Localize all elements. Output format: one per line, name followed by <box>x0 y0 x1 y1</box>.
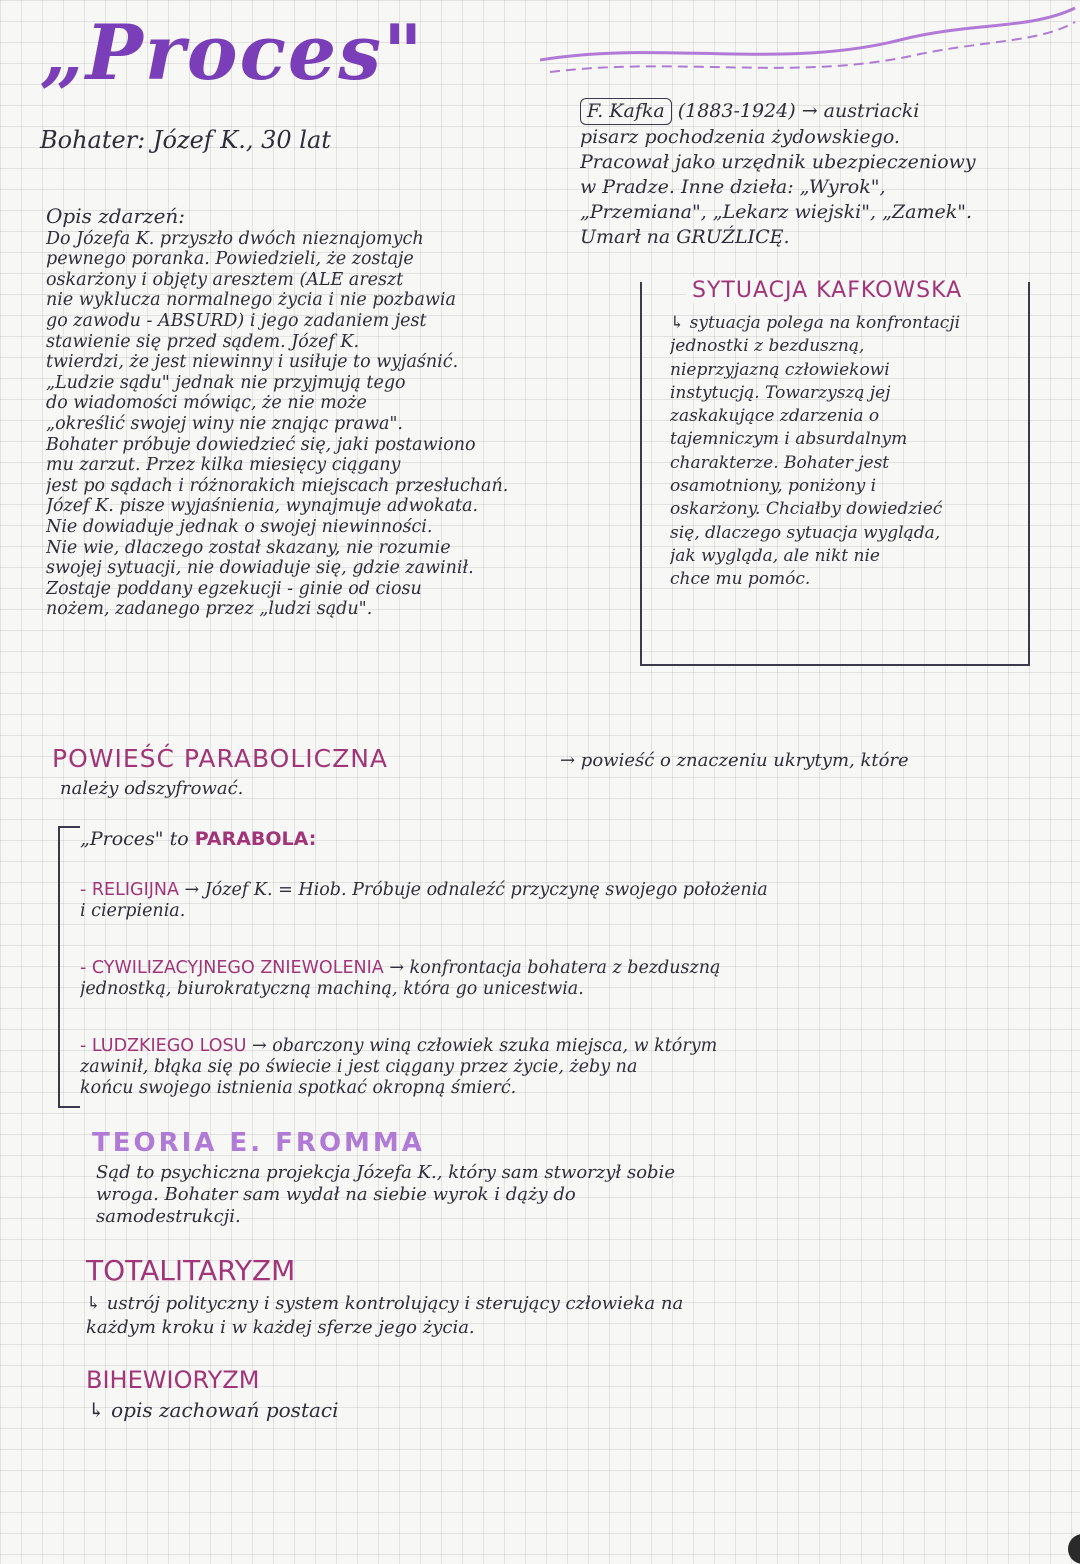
events-line: oskarżony i objęty aresztem (ALE areszt <box>46 269 404 290</box>
events-line: „Ludzie sądu" jednak nie przyjmują tego <box>46 372 406 393</box>
parabola-item-religious <box>80 880 1040 922</box>
situation-line: się, dlaczego sytuacja wygląda, <box>670 522 941 543</box>
page-title <box>40 8 425 97</box>
author-line: w Pradze. Inne dzieła: „Wyrok", <box>580 176 886 198</box>
author-line <box>580 98 1020 125</box>
parabola-item-line: zawinił, błąka się po świecie i jest ciągany przez życie, żeby na <box>80 1057 638 1077</box>
title-text: Proces <box>85 8 384 97</box>
events-line: Do Józefa K. przyszło dwóch nieznajomych <box>46 228 424 249</box>
author-line: pisarz pochodzenia żydowskiego. <box>580 126 900 148</box>
situation-line: jednostki z bezduszną, <box>670 336 865 357</box>
events-line: Zostaje poddany egzekucji - ginie od ciosu <box>46 578 422 599</box>
events-line: Józef K. pisze wyjaśnienia, wynajmuje adwokata. <box>46 496 479 517</box>
parabola-item-line <box>80 1036 1040 1057</box>
hero-info: Bohater: Józef K., 30 lat <box>40 126 331 154</box>
parabola-item-label: - LUDZKIEGO LOSU <box>80 1036 247 1056</box>
situation-line: tajemniczym i absurdalnym <box>670 429 908 450</box>
parabola-item-label: - CYWILIZACYJNEGO ZNIEWOLENIA <box>80 958 384 978</box>
totalitarism-line: każdym kroku i w każdej sferze jego życia. <box>86 1317 475 1338</box>
title-swirl-decoration <box>540 0 1080 110</box>
fromm-line: Sąd to psychiczna projekcja Józefa K., który sam stworzył sobie <box>96 1162 675 1183</box>
situation-line: nieprzyjazną człowiekowi <box>670 359 890 380</box>
parabola-label: PARABOLA: <box>194 828 317 850</box>
events-line: mu zarzut. Przez kilka miesięcy ciągany <box>46 455 401 476</box>
totalitarism-line: ↳ ustrój polityczny i system kontrolujący i sterujący człowieka na <box>86 1293 684 1314</box>
parabolic-novel-definition-cont: należy odszyfrować. <box>60 778 244 799</box>
situation-line: instytucją. Towarzyszą jej <box>670 382 891 403</box>
events-heading: Opis zdarzeń: <box>46 204 186 228</box>
situation-heading: SYTUACJA KAFKOWSKA <box>686 278 968 303</box>
behaviorism-text: ↳ opis zachowań postaci <box>88 1398 339 1422</box>
parabola-bracket <box>58 826 80 1108</box>
fromm-theory-heading: TEORIA E. FROMMA <box>92 1128 425 1158</box>
situation-line: ↳ sytuacja polega na konfrontacji <box>670 313 961 333</box>
parabola-item-label: - RELIGIJNA <box>80 880 179 900</box>
parabola-item-line <box>80 880 1040 901</box>
situation-line: chce mu pomóc. <box>670 569 811 590</box>
events-line: go zawodu - ABSURD) i jego zadaniem jest <box>46 310 427 331</box>
events-line: Nie dowiaduje jednak o swojej niewinności. <box>46 516 433 537</box>
events-line: swojej sytuacji, nie dowiaduje się, gdzie zawinił. <box>46 558 474 579</box>
author-line: Pracował jako urzędnik ubezpieczeniowy <box>580 151 976 173</box>
situation-line: osamotniony, poniżony i <box>670 476 877 497</box>
fromm-line: samodestrukcji. <box>96 1206 241 1227</box>
events-section <box>46 206 646 620</box>
fromm-line: wroga. Bohater sam wydał na siebie wyrok i dąży do <box>96 1184 576 1205</box>
author-info <box>580 98 1020 250</box>
events-line: nożem, zadanego przez „ludzi sądu". <box>46 599 373 620</box>
parabola-item-text: → konfrontacja bohatera z bezduszną <box>389 958 721 978</box>
situation-line: oskarżony. Chciałby dowiedzieć <box>670 499 943 520</box>
events-line: stawienie się przed sądem. Józef K. <box>46 331 360 352</box>
events-line: jest po sądach i różnorakich miejscach przesłuchań. <box>46 475 509 496</box>
parabola-item-text: → obarczony winą człowiek szuka miejsca, w którym <box>252 1036 718 1056</box>
parabola-item-line <box>80 958 1040 979</box>
parabola-item-line: jednostką, biurokratyczną machiną, która go unicestwia. <box>80 979 584 999</box>
events-line: Bohater próbuje dowiedzieć się, jaki postawiono <box>46 434 476 455</box>
totalitarism-text <box>86 1292 1046 1340</box>
parabola-item-human-fate <box>80 1036 1040 1099</box>
situation-text <box>670 312 1030 592</box>
events-line: do wiadomości mówiąc, że nie może <box>46 393 367 414</box>
author-line: „Przemiana", „Lekarz wiejski", „Zamek". <box>580 201 973 223</box>
parabolic-novel-definition: → powieść o znaczeniu ukrytym, które <box>560 750 909 771</box>
events-line: twierdzi, że jest niewinny i usiłuje to wyjaśnić. <box>46 352 459 373</box>
author-line: Umarł na GRUŹLICĘ. <box>580 226 790 248</box>
parabola-intro-text: „Proces" to <box>80 828 189 850</box>
title-suffix: " <box>383 8 425 97</box>
author-dates: (1883-1924) → austriacki <box>677 100 920 122</box>
parabola-item-line: końcu swojego istnienia spotkać okropną śmierć. <box>80 1078 517 1098</box>
totalitarism-heading: TOTALITARYZM <box>86 1254 296 1287</box>
behaviorism-heading: BIHEWIORYZM <box>86 1366 260 1394</box>
parabola-intro <box>80 828 316 850</box>
parabolic-novel-heading: POWIEŚĆ PARABOLICZNA <box>52 744 389 773</box>
situation-line: charakterze. Bohater jest <box>670 452 890 473</box>
parabola-item-civilization <box>80 958 1040 1000</box>
events-line: „określić swojej winy nie znając prawa". <box>46 413 403 434</box>
situation-line: zaskakujące zdarzenia o <box>670 406 880 427</box>
events-line: nie wyklucza normalnego życia i nie pozbawia <box>46 290 456 311</box>
fromm-theory-text <box>96 1162 1036 1228</box>
situation-line: jak wygląda, ale nikt nie <box>670 545 880 566</box>
author-name: F. Kafka <box>580 98 672 125</box>
parabola-item-line: i cierpienia. <box>80 901 186 921</box>
corner-mark <box>1068 1534 1080 1564</box>
events-line: pewnego poranka. Powiedzieli, że zostaje <box>46 249 414 270</box>
parabola-item-text: → Józef K. = Hiob. Próbuje odnaleźć przyczynę swojego położenia <box>184 880 768 900</box>
title-prefix: „ <box>40 8 86 97</box>
events-line: Nie wie, dlaczego został skazany, nie rozumie <box>46 537 451 558</box>
